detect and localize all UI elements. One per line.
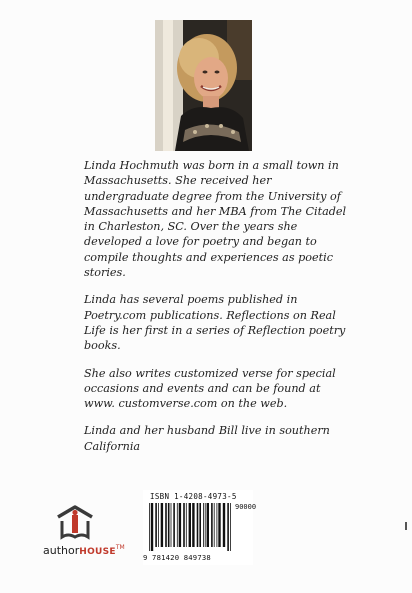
barcode-bar: [155, 503, 157, 547]
bio-paragraph: Linda and her husband Bill live in southern California: [84, 424, 330, 453]
barcode-bar: [203, 503, 204, 547]
barcode-bar: [230, 503, 231, 551]
barcode-bar: [199, 503, 201, 547]
bio-paragraph: She also writes customized verse for special occasions and events and can be found at www. customverse.com on the web.: [84, 366, 336, 411]
isbn-label: ISBN 1-4208-4973-5: [150, 492, 237, 501]
publisher-name-prefix: author: [43, 544, 80, 557]
barcode-bar: [149, 503, 150, 551]
barcode-bar: [189, 503, 191, 547]
barcode-bar: [183, 503, 185, 547]
barcode-bar: [179, 503, 181, 547]
crop-mark: [405, 522, 407, 530]
barcode-bar: [161, 503, 163, 547]
barcode-bar: [211, 503, 213, 547]
barcode-bar: [177, 503, 178, 547]
barcode-bar: [197, 503, 199, 547]
trademark-mark: TM: [115, 544, 125, 551]
barcode-bar: [171, 503, 172, 547]
barcode-bar: [168, 503, 170, 547]
barcode-bar: [186, 503, 187, 547]
barcode-bar: [158, 503, 159, 547]
author-bio: [84, 158, 352, 466]
authorhouse-logo-icon: [56, 503, 94, 543]
barcode-bar: [227, 503, 229, 551]
publisher-logo: [43, 503, 123, 561]
bio-paragraph: Linda has several poems published in Poetry.com publications. Reflections on Real Life is her first in a series of Reflection poetry books.: [84, 293, 346, 353]
barcode-bar: [165, 503, 167, 547]
publisher-name: [43, 544, 133, 557]
portrait-photo: [155, 20, 252, 151]
barcode-bar: [217, 503, 218, 547]
barcode-bar: [205, 503, 206, 547]
barcode-bar: [173, 503, 175, 547]
barcode-bar: [151, 503, 153, 551]
price-code: 90000: [235, 503, 257, 511]
bio-paragraph: Linda Hochmuth was born in a small town in Massachusetts. She received her undergraduate degree from the University of Massachusetts and her MBA from The Citadel in Charleston, SC. Over the years she developed a love for poetry and began to compile thoughts and experiences as poetic stories.: [84, 159, 347, 280]
barcode-bar: [192, 503, 194, 547]
author-photo: [155, 20, 252, 151]
barcode-digits: 9 781420 849738: [143, 553, 211, 562]
barcode-bar: [218, 503, 220, 547]
barcode-bar: [223, 503, 225, 547]
barcode-bar: [214, 503, 215, 547]
barcode-bar: [207, 503, 209, 547]
barcode: [149, 503, 233, 551]
publisher-name-suffix: HOUSE: [79, 547, 116, 557]
